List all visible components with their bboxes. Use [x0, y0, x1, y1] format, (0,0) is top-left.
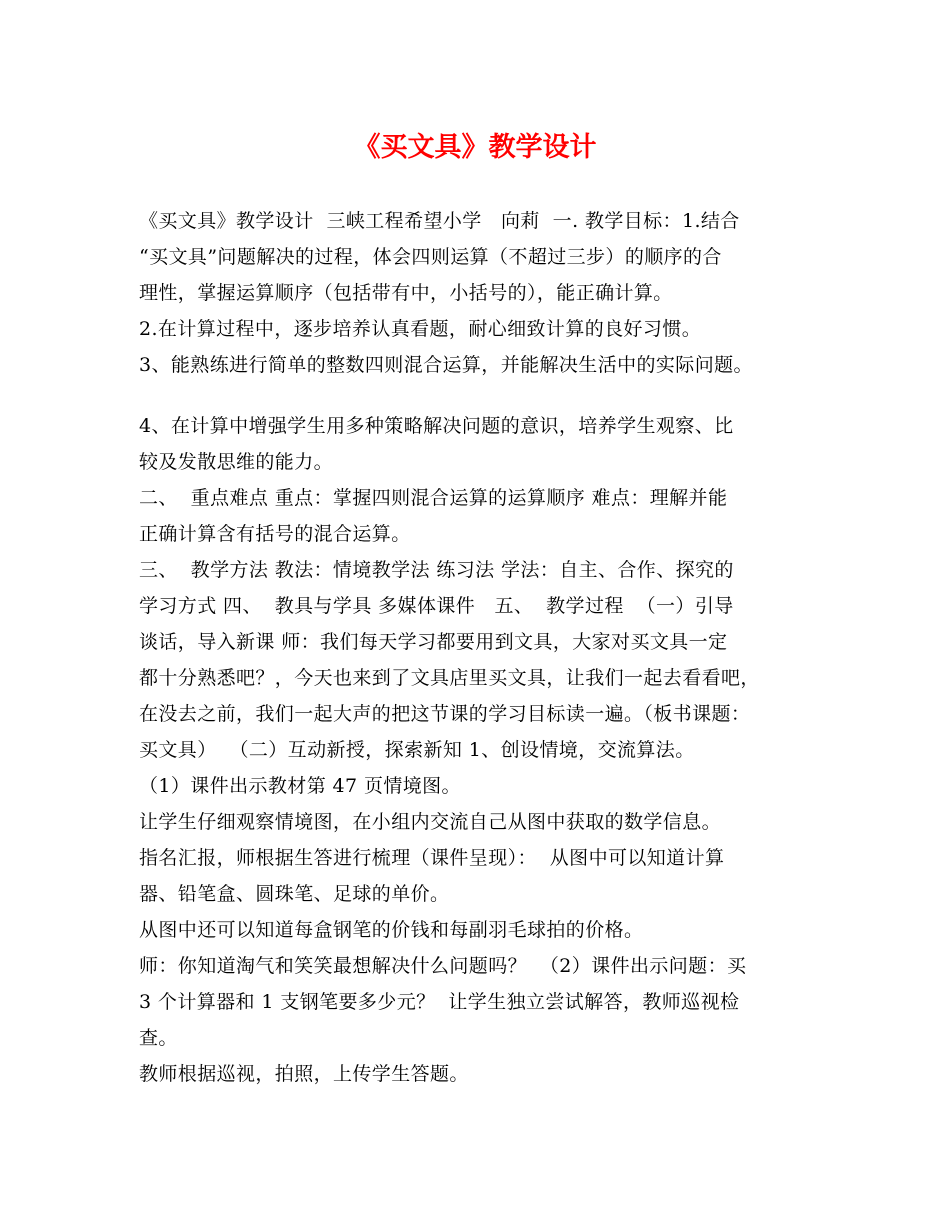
- body-line: 《买文具》教学设计 三峡工程希望小学 向莉 一. 教学目标：1.结合: [139, 210, 740, 232]
- body-line: 器、铅笔盒、圆珠笔、足球的单价。: [139, 883, 450, 905]
- body-line: 正确计算含有括号的混合运算。: [139, 523, 411, 545]
- document-body: [139, 203, 829, 1092]
- body-line: 谈话，导入新课 师：我们每天学习都要用到文具，大家对买文具一定: [139, 631, 728, 653]
- body-line: “买文具”问题解决的过程，体会四则运算（不超过三步）的顺序的合: [139, 246, 722, 268]
- body-line: 较及发散思维的能力。: [139, 451, 334, 473]
- body-line: 理性，掌握运算顺序（包括带有中，小括号的），能正确计算。: [139, 282, 673, 304]
- body-line: 4、在计算中增强学生用多种策略解决问题的意识，培养学生观察、比: [139, 415, 734, 437]
- body-line: 查。: [139, 1027, 178, 1049]
- body-line: 学习方式 四、 教具与学具 多媒体课件 五、 教学过程 （一）引导: [139, 595, 734, 617]
- body-line: 3 个计算器和 1 支钢笔要多少元？ 让学生独立尝试解答，教师巡视检: [139, 991, 740, 1013]
- body-line: 师：你知道淘气和笑笑最想解决什么问题吗？ （2）课件出示问题：买: [139, 955, 747, 977]
- body-line: 让学生仔细观察情境图，在小组内交流自己从图中获取的数学信息。: [139, 811, 722, 833]
- document-title: 《买文具》教学设计: [353, 132, 597, 163]
- body-line: 二、 重点难点 重点：掌握四则混合运算的运算顺序 难点：理解并能: [139, 487, 728, 509]
- body-line: （1）课件出示教材第 47 页情境图。: [139, 775, 461, 797]
- body-line: 三、 教学方法 教法：情境教学法 练习法 学法：自主、合作、探究的: [139, 559, 734, 581]
- body-line: 2.在计算过程中，逐步培养认真看题，耐心细致计算的良好习惯。: [139, 318, 702, 340]
- body-line: 教师根据巡视，拍照，上传学生答题。: [139, 1063, 469, 1085]
- body-line: 都十分熟悉吧？，今天也来到了文具店里买文具，让我们一起去看看吧，: [139, 667, 760, 689]
- body-line: 指名汇报，师根据生答进行梳理（课件呈现）： 从图中可以知道计算: [139, 847, 725, 869]
- body-line: 买文具） （二）互动新授，探索新知 1、创设情境，交流算法。: [139, 739, 695, 761]
- body-line: 在没去之前，我们一起大声的把这节课的学习目标读一遍。（板书课题：: [139, 703, 751, 725]
- body-line: 从图中还可以知道每盒钢笔的价钱和每副羽毛球拍的价格。: [139, 919, 644, 941]
- paragraph-gap: [139, 383, 829, 408]
- body-line: 3、能熟练进行简单的整数四则混合运算，并能解决生活中的实际问题。: [139, 354, 753, 376]
